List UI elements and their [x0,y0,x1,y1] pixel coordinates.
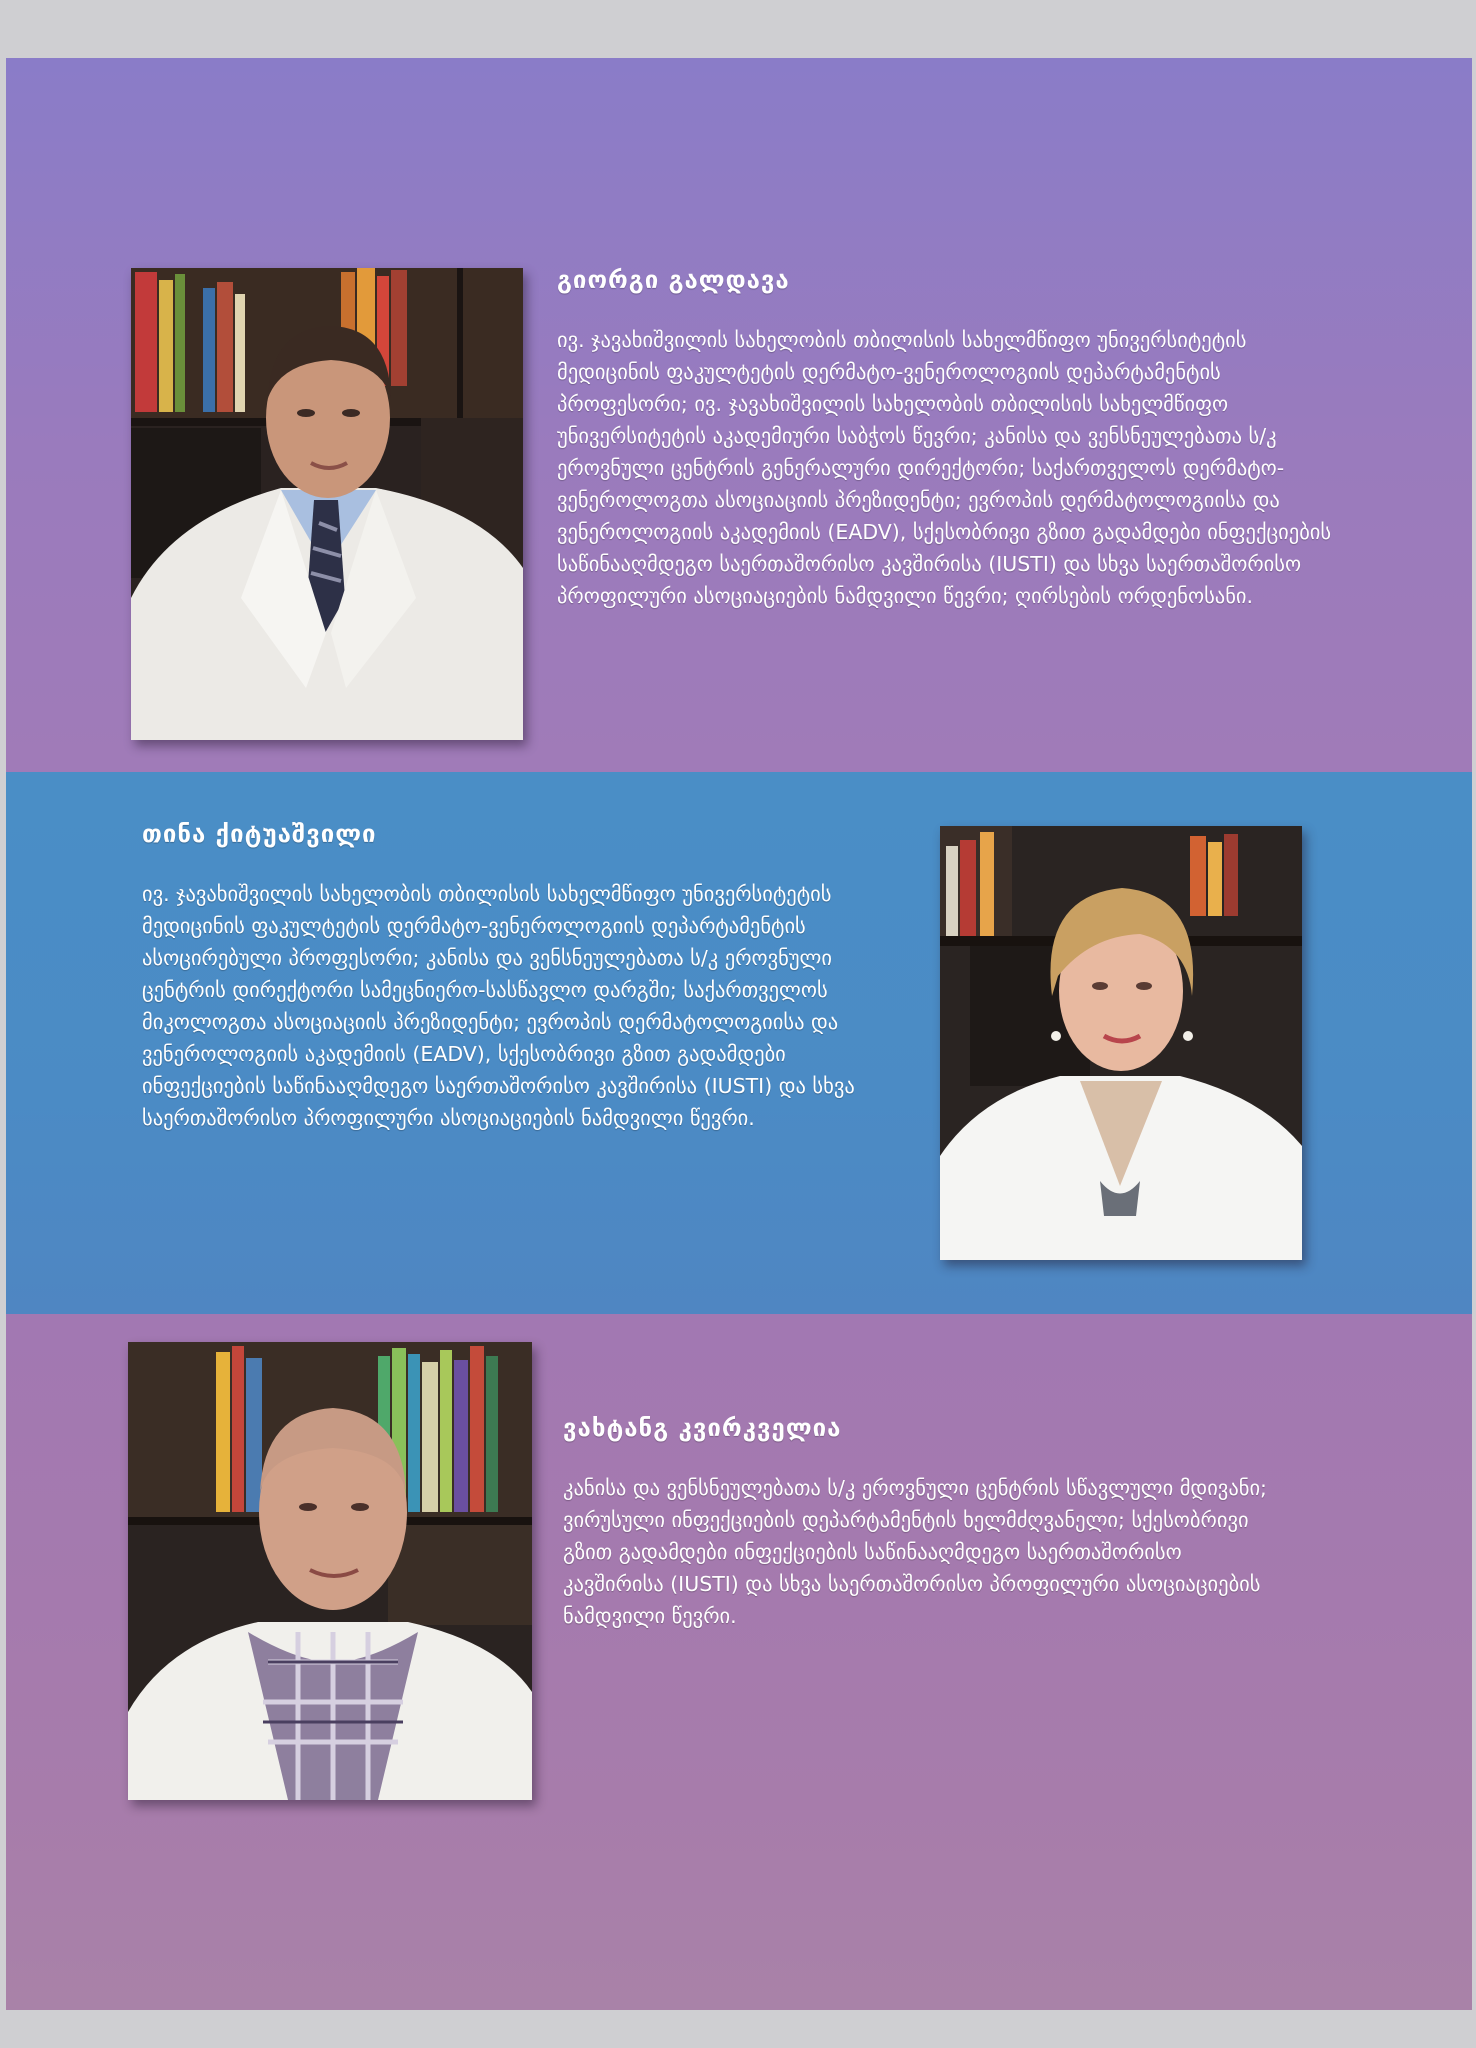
profile-1-info [557,266,1337,612]
portrait-photo-2 [940,826,1302,1260]
profile-3-info [563,1414,1283,1632]
portrait-photo-1 [131,268,523,740]
person-name: თინა ქიტუაშვილი [142,820,377,848]
brochure-page [6,58,1472,2010]
person-bio: ივ. ჯავახიშვილის სახელობის თბილისის სახელმწიფო უნივერსიტეტის მედიცინის ფაკულტეტის დერმატო-ვენეროლოგიის დეპარტამენტის ასოცირებული პროფესორი; კანისა და ვენსნეულებათა ს/კ ეროვნული ცენტრის დირექტორი სამეცნიერო-სასწავლო დარგში; საქართველოს მიკოლოგთა ასოციაციის პრეზიდენტი; ევროპის დერმატოლოგიისა და ვენეროლოგიის აკადემიის (EADV), სქესობრივი გზით გადამდები ინფექციების საწინააღმდეგო საერთაშორისო კავშირისა (IUSTI) და სხვა საერთაშორისო პროფილური ასოციაციების ნამდვილი წევრი. [142,882,855,1130]
profile-2-info [142,820,912,1134]
person-name: გიორგი გალდავა [557,266,790,294]
person-name: ვახტანგ კვირკველია [563,1414,842,1442]
person-bio: ივ. ჯავახიშვილის სახელობის თბილისის სახელმწიფო უნივერსიტეტის მედიცინის ფაკულტეტის დერმატო-ვენეროლოგიის დეპარტამენტის პროფესორი; ივ. ჯავახიშვილის სახელობის თბილისის სახელმწიფო უნივერსიტეტის აკადემიური საბჭოს წევრი; კანისა და ვენსნეულებათა ს/კ ეროვნული ცენტრის გენერალური დირექტორი; საქართველოს დერმატო-ვენეროლოგთა ასოციაციის პრეზიდენტი; ევროპის დერმატოლოგიისა და ვენეროლოგიის აკადემიის (EADV), სქესობრივი გზით გადამდები ინფექციების საწინააღმდეგო საერთაშორისო კავშირისა (IUSTI) და სხვა საერთაშორისო პროფილური ასოციაციების ნამდვილი წევრი; ღირსების ორდენოსანი. [557,328,1332,608]
portrait-photo-3 [128,1342,532,1800]
person-bio: კანისა და ვენსნეულებათა ს/კ ეროვნული ცენტრის სწავლული მდივანი; ვირუსული ინფექციების დეპარტამენტის ხელმძღვანელი; სქესობრივი გზით გადამდები ინფექციების საწინააღმდეგო საერთაშორისო კავშირისა (IUSTI) და სხვა საერთაშორისო პროფილური ასოციაციების ნამდვილი წევრი. [563,1476,1267,1628]
